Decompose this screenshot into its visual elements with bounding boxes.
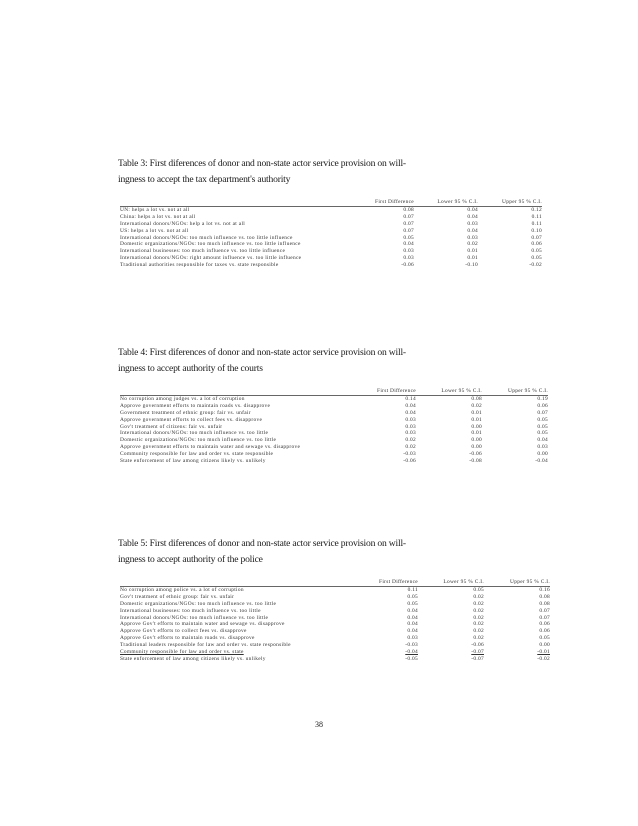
lower-ci: 0.08 (471, 395, 482, 402)
table5 (120, 579, 550, 663)
table5-header-fd: First Difference (379, 579, 418, 585)
row-label: Approve government efforts to collect fees vs. disapprove (120, 416, 263, 423)
lower-ci: 0.02 (473, 600, 484, 607)
row-label: Gov't treatment of ethnic group: fair vs. unfair (120, 593, 235, 600)
first-difference: 0.04 (407, 607, 418, 614)
table-row (120, 248, 542, 255)
row-label: International donors/NGOs: too much influence vs. too little (120, 614, 269, 621)
lower-ci: 0.02 (473, 621, 484, 628)
table-row (120, 410, 548, 417)
table-row (120, 430, 548, 437)
lower-ci: -0.10 (465, 262, 478, 269)
lower-ci: 0.02 (471, 402, 482, 409)
upper-ci: 0.03 (537, 444, 548, 451)
lower-ci: 0.01 (471, 430, 482, 437)
table-row (120, 437, 548, 444)
lower-ci: -0.06 (471, 642, 484, 649)
table-row (120, 255, 542, 262)
first-difference: 0.08 (403, 206, 414, 213)
table-row (120, 608, 550, 615)
first-difference: 0.03 (407, 635, 418, 642)
upper-ci: 0.06 (539, 628, 550, 635)
lower-ci: 0.02 (473, 635, 484, 642)
upper-ci: 0.07 (539, 614, 550, 621)
first-difference: -0.04 (405, 649, 418, 656)
row-label: Community responsible for law and order vs. state responsible (120, 451, 274, 458)
first-difference: 0.02 (405, 437, 416, 444)
first-difference: 0.02 (405, 444, 416, 451)
first-difference: 0.03 (405, 416, 416, 423)
table-row (120, 241, 542, 248)
upper-ci: 0.08 (539, 600, 550, 607)
row-label: Domestic organizations/NGOs: too much influence vs. too little influence (120, 241, 301, 248)
upper-ci: 0.06 (531, 241, 542, 248)
first-difference: 0.05 (407, 593, 418, 600)
lower-ci: 0.00 (471, 437, 482, 444)
table-row (120, 635, 550, 642)
table5-header-lower: Lower 95 % C.I. (443, 579, 484, 585)
upper-ci: -0.02 (529, 262, 542, 269)
table4-header-fd: First Difference (377, 388, 416, 394)
table-row (120, 628, 550, 635)
first-difference: 0.03 (405, 430, 416, 437)
table3-header-lower: Lower 95 % C.I. (437, 199, 478, 205)
table-row (120, 444, 548, 451)
first-difference: 0.07 (403, 227, 414, 234)
row-label: Approve Gov't efforts to collect fees vs. disapprove (120, 628, 247, 635)
table-row (120, 458, 548, 465)
page-number: 38 (315, 720, 323, 729)
first-difference: 0.04 (405, 402, 416, 409)
row-label: State enforcement of law among citizens likely vs. unlikely (120, 458, 266, 465)
lower-ci: 0.00 (471, 423, 482, 430)
first-difference: -0.06 (401, 262, 414, 269)
table-row (120, 221, 542, 228)
upper-ci: 0.19 (537, 395, 548, 402)
row-label: Approve government efforts to maintain roads vs. disapprove (120, 402, 271, 409)
first-difference: 0.07 (403, 220, 414, 227)
table-row (120, 594, 550, 601)
upper-ci: 0.06 (539, 621, 550, 628)
table3-header-fd: First Difference (375, 199, 414, 205)
table3-header-upper: Upper 95 % C.I. (502, 199, 542, 205)
upper-ci: 0.05 (531, 255, 542, 262)
upper-ci: 0.05 (537, 423, 548, 430)
table4 (120, 388, 548, 465)
row-label: Gov't treatment of citizens: fair vs. unfair (120, 423, 223, 430)
first-difference: 0.07 (403, 213, 414, 220)
lower-ci: 0.00 (471, 444, 482, 451)
upper-ci: 0.11 (531, 220, 542, 227)
table3-caption (118, 156, 518, 188)
row-label: Approve Gov't efforts to maintain water and sewage vs. disapprove (120, 621, 285, 628)
row-label: Traditional authorities responsible for taxes vs. state responsible (120, 262, 279, 269)
table3-caption-line2: ingness to accept the tax department's authority (118, 174, 291, 185)
table-row (120, 649, 550, 656)
lower-ci: 0.02 (473, 628, 484, 635)
table4-header-lower: Lower 95 % C.I. (441, 388, 482, 394)
upper-ci: 0.06 (537, 402, 548, 409)
table5-caption-line1: Table 5: First diferences of donor and non-state actor service provision on will- (118, 538, 406, 549)
table4-caption-line2: ingness to accept authority of the courts (118, 363, 263, 374)
row-label: International businesses: too much influence vs. too little influence (120, 248, 286, 255)
row-label: International businesses: too much influence vs. too little (120, 607, 261, 614)
lower-ci: 0.02 (473, 593, 484, 600)
lower-ci: 0.01 (467, 248, 478, 255)
table5-header-upper: Upper 95 % C.I. (510, 579, 550, 585)
first-difference: 0.04 (405, 409, 416, 416)
upper-ci: 0.11 (531, 213, 542, 220)
first-difference: 0.05 (403, 234, 414, 241)
first-difference: 0.05 (407, 600, 418, 607)
table3 (120, 199, 542, 269)
lower-ci: 0.02 (473, 607, 484, 614)
upper-ci: -0.02 (537, 655, 550, 662)
first-difference: 0.14 (405, 395, 416, 402)
table-row (120, 403, 548, 410)
lower-ci: 0.04 (467, 227, 478, 234)
upper-ci: 0.05 (531, 248, 542, 255)
table-row (120, 451, 548, 458)
table-row (120, 656, 550, 663)
upper-ci: 0.07 (537, 409, 548, 416)
row-label: International donors/NGOs: help a lot vs. not at all (120, 220, 246, 227)
upper-ci: 0.00 (537, 451, 548, 458)
row-label: Traditional leaders responsible for law and order vs. state responsible (120, 642, 291, 649)
row-label: International donors/NGOs: too much influence vs. too little (120, 430, 269, 437)
lower-ci: 0.01 (467, 255, 478, 262)
row-label: International donors/NGOs: too much influence vs. too little influence (120, 234, 293, 241)
lower-ci: 0.03 (467, 234, 478, 241)
table4-header-row (120, 388, 548, 395)
first-difference: 0.04 (407, 628, 418, 635)
table-row (120, 424, 548, 431)
upper-ci: 0.05 (537, 416, 548, 423)
first-difference: 0.04 (403, 241, 414, 248)
upper-ci: 0.07 (539, 607, 550, 614)
row-label: UN: helps a lot vs. not at all (120, 206, 190, 213)
table5-caption (118, 536, 518, 568)
table-row (120, 235, 542, 242)
row-label: Approve government efforts to maintain water and sewage vs. disapprove (120, 444, 301, 451)
lower-ci: -0.07 (471, 655, 484, 662)
table4-caption-line1: Table 4: First diferences of donor and non-state actor service provision on will- (118, 347, 406, 358)
table-row (120, 642, 550, 649)
first-difference: 0.03 (403, 255, 414, 262)
upper-ci: 0.04 (537, 437, 548, 444)
table5-caption-line2: ingness to accept authority of the police (118, 554, 263, 565)
lower-ci: 0.04 (467, 206, 478, 213)
lower-ci: 0.04 (467, 213, 478, 220)
first-difference: 0.04 (407, 614, 418, 621)
table-row (120, 262, 542, 269)
table5-header-row (120, 579, 550, 586)
upper-ci: 0.05 (539, 635, 550, 642)
lower-ci: -0.07 (471, 649, 484, 656)
row-label: China: helps a lot vs. not at all (120, 213, 196, 220)
table-row (120, 621, 550, 628)
table3-header-row (120, 199, 542, 206)
table-row (120, 615, 550, 622)
lower-ci: 0.01 (471, 409, 482, 416)
lower-ci: 0.02 (473, 614, 484, 621)
first-difference: -0.03 (403, 451, 416, 458)
lower-ci: 0.01 (471, 416, 482, 423)
table-row (120, 601, 550, 608)
first-difference: -0.06 (403, 458, 416, 465)
upper-ci: 0.00 (539, 642, 550, 649)
upper-ci: -0.04 (535, 458, 548, 465)
upper-ci: 0.05 (537, 430, 548, 437)
first-difference: -0.05 (405, 655, 418, 662)
lower-ci: -0.06 (469, 451, 482, 458)
row-label: State enforcement of law among citizens likely vs. unlikely (120, 655, 266, 662)
upper-ci: 0.16 (539, 586, 550, 593)
first-difference: 0.03 (403, 248, 414, 255)
upper-ci: 0.10 (531, 227, 542, 234)
row-label: No corruption among police vs. a lot of corruption (120, 586, 244, 593)
first-difference: 0.11 (407, 586, 418, 593)
row-label: Community responsible for law and order vs. state (120, 649, 244, 656)
lower-ci: 0.05 (473, 586, 484, 593)
table-row (120, 228, 542, 235)
row-label: No corruption among judges vs. a lot of corruption (120, 395, 245, 402)
table4-caption (118, 345, 518, 377)
row-label: International donors/NGOs: right amount influence vs. too little influence (120, 255, 302, 262)
lower-ci: -0.08 (469, 458, 482, 465)
first-difference: 0.04 (407, 621, 418, 628)
upper-ci: 0.07 (531, 234, 542, 241)
row-label: Domestic organizations/NGOs: too much influence vs. too little (120, 437, 277, 444)
row-label: Approve Gov't efforts to maintain roads vs. disapprove (120, 635, 255, 642)
table-row (120, 586, 550, 593)
row-label: Domestic organizations/NGOs: too much influence vs. too little (120, 600, 277, 607)
lower-ci: 0.03 (467, 220, 478, 227)
table-row (120, 395, 548, 402)
row-label: US: helps a lot vs. not at all (120, 227, 189, 234)
row-label: Government treatment of ethnic group: fair vs. unfair (120, 409, 251, 416)
lower-ci: 0.02 (467, 241, 478, 248)
first-difference: 0.03 (405, 423, 416, 430)
table-row (120, 206, 542, 213)
first-difference: -0.03 (405, 642, 418, 649)
upper-ci: 0.12 (531, 206, 542, 213)
table-row (120, 417, 548, 424)
table4-header-upper: Upper 95 % C.I. (508, 388, 548, 394)
table3-caption-line1: Table 3: First diferences of donor and non-state actor service provision on will- (118, 158, 406, 169)
table-row (120, 214, 542, 221)
upper-ci: 0.08 (539, 593, 550, 600)
upper-ci: -0.01 (537, 649, 550, 656)
